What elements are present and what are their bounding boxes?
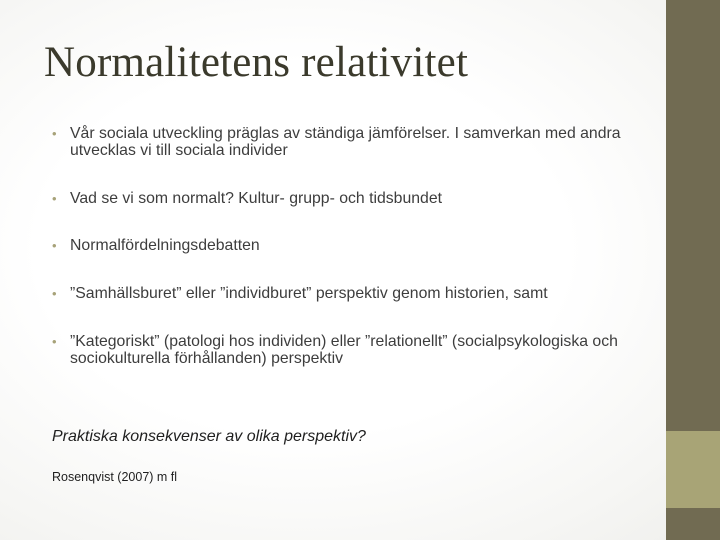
sidebar-accent-block bbox=[666, 431, 720, 508]
bullet-list bbox=[52, 125, 652, 398]
slide-title: Normalitetens relativitet bbox=[44, 39, 469, 86]
bullet-text: Vad se vi som normalt? Kultur- grupp- och tidsbundet bbox=[70, 190, 442, 207]
bullet-text: ”Samhällsburet” eller ”individburet” perspektiv genom historien, samt bbox=[70, 285, 548, 302]
bullet-item bbox=[52, 285, 652, 302]
bullet-text: Vår sociala utveckling präglas av ständiga jämförelser. I samverkan med andra utvecklas vi till sociala individer bbox=[70, 125, 621, 159]
bullet-icon: • bbox=[52, 238, 57, 253]
bullet-text: Normalfördelningsdebatten bbox=[70, 237, 260, 254]
bullet-icon: • bbox=[52, 286, 57, 301]
bullet-icon: • bbox=[52, 334, 57, 349]
bullet-item bbox=[52, 237, 652, 254]
bullet-icon: • bbox=[52, 126, 57, 141]
italic-question: Praktiska konsekvenser av olika perspektiv? bbox=[52, 428, 366, 445]
bullet-item bbox=[52, 125, 652, 159]
bullet-text: ”Kategoriskt” (patologi hos individen) eller ”relationellt” (socialpsykologiska och sociokulturella förhållanden) perspektiv bbox=[70, 333, 618, 367]
bullet-item bbox=[52, 190, 652, 207]
source-citation: Rosenqvist (2007) m fl bbox=[52, 470, 178, 484]
bullet-icon: • bbox=[52, 191, 57, 206]
bullet-item bbox=[52, 333, 652, 367]
